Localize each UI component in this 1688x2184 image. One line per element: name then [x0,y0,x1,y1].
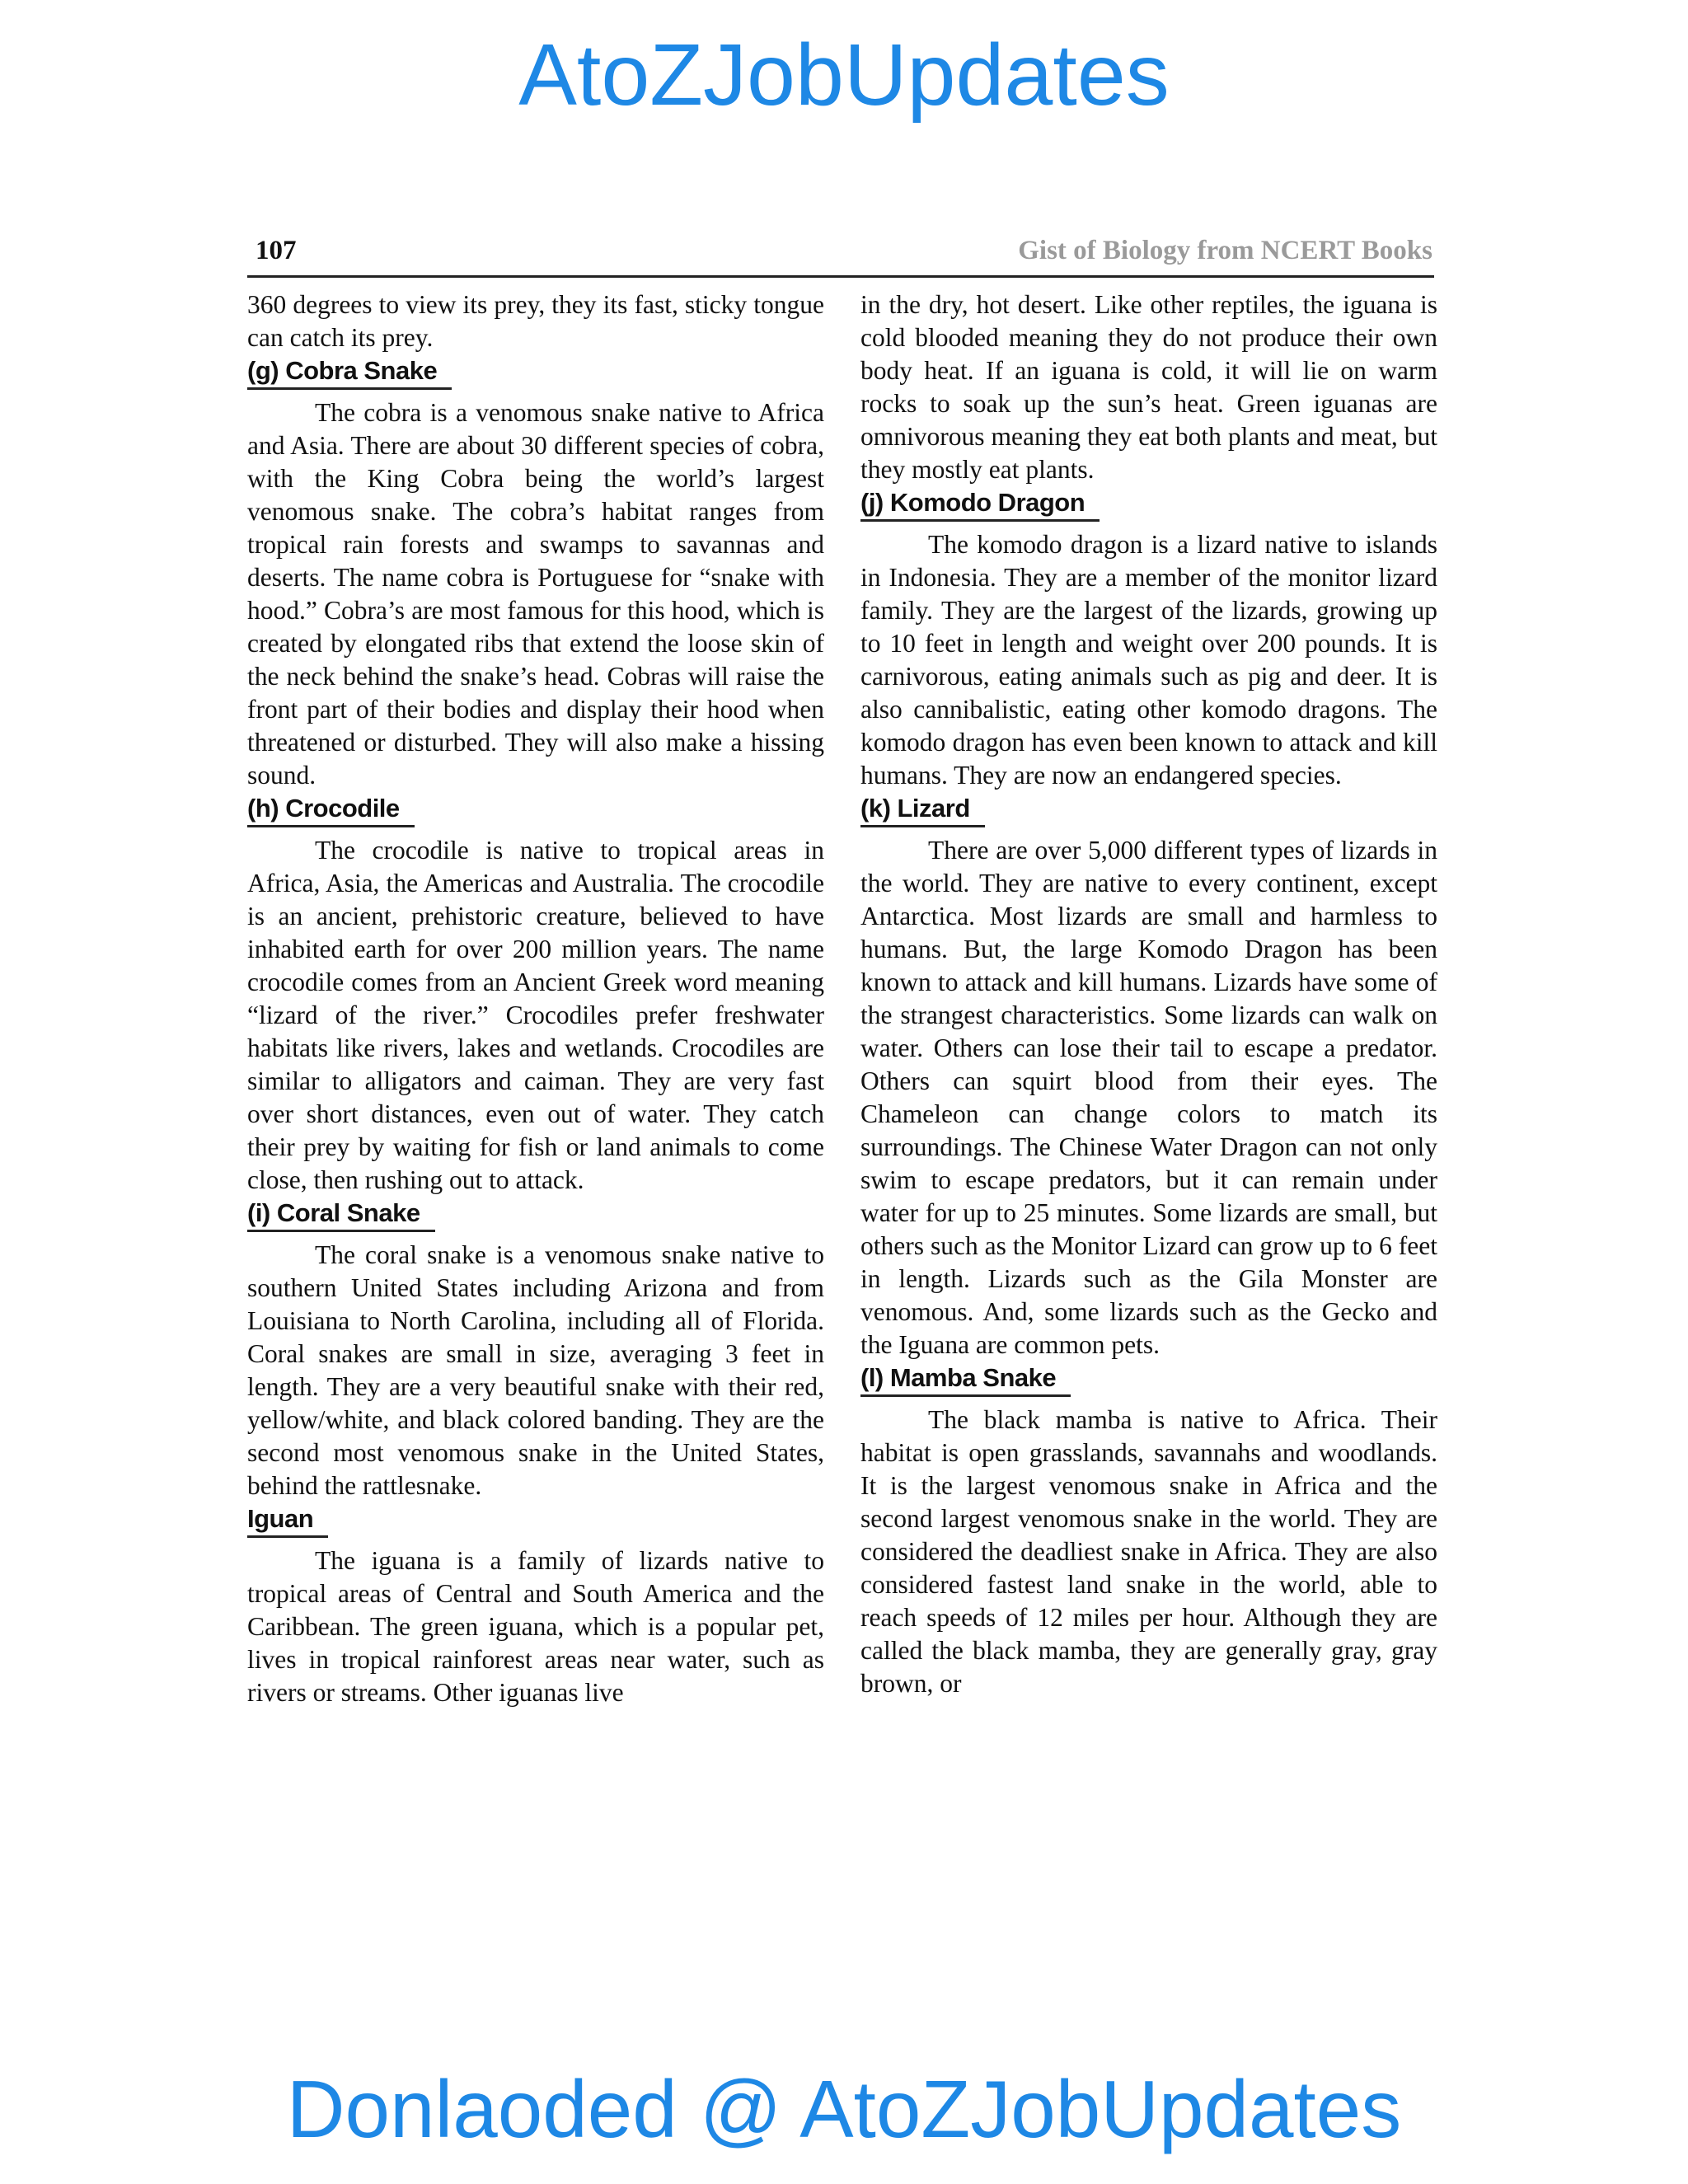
crocodile-paragraph: The crocodile is native to tropical areas in Africa, Asia, the Americas and Australia. The crocodile is an ancient, prehistoric creature, believed to have inhabited earth for over 200 million years. The name crocodile comes from an Ancient Greek word meaning “lizard of the river.” Crocodiles prefer freshwater habitats like rivers, lakes and wetlands. Crocodiles are similar to alligators and caiman. They are very fast over short distances, even out of water. They catch their prey by waiting for fish or land animals to come close, then rushing out to attack. [247,836,824,1194]
heading-lizard: (k) Lizard [860,793,985,827]
heading-coral-snake: (i) Coral Snake [247,1197,435,1232]
heading-cobra-snake: (g) Cobra Snake [247,355,452,390]
mamba-paragraph: The black mamba is native to Africa. Their habitat is open grasslands, savannahs and woodlands. It is the largest venomous snake in Africa and the second largest venomous snake in the world. They are considered the deadliest snake in Africa. They are also considered fastest land snake in the world, able to reach speeds of 12 miles per hour. Although they are called the black mamba, they are generally gray, gray brown, or [860,1405,1437,1698]
page-header [247,232,1434,278]
page-number: 107 [256,236,297,265]
komodo-paragraph: The komodo dragon is a lizard native to islands in Indonesia. They are a member of the monitor lizard family. They are the largest of the lizards, growing up to 10 feet in length and weight over 200 pounds. It is carnivorous, eating animals such as pig and deer. It is also cannibalistic, eating other komodo dragons. The komodo dragon has even been known to attack and kill humans. They are now an endangered species. [860,530,1437,790]
book-title: Gist of Biology from NCERT Books [1018,236,1432,265]
watermark-bottom: Donlaoded @ AtoZJobUpdates [286,2064,1402,2154]
left-intro-paragraph: 360 degrees to view its prey, they its fast, sticky tongue can catch its prey. [247,290,824,352]
heading-iguan: Iguan [247,1503,328,1538]
coral-paragraph: The coral snake is a venomous snake native to southern United States including Arizona and from Louisiana to North Carolina, including all of Florida. Coral snakes are small in size, averaging 3 feet in length. They are a very beautiful snake with their red, yellow/white, and black colored banding. They are the second most venomous snake in the United States, behind the rattlesnake. [247,1240,824,1500]
cobra-paragraph: The cobra is a venomous snake native to Africa and Asia. There are about 30 different species of cobra, with the King Cobra being the world’s largest venomous snake. The cobra’s habitat ranges from tropical rain forests and swamps to savannas and deserts. The name cobra is Portuguese for “snake with hood.” Cobra’s are most famous for this hood, which is created by elongated ribs that extend the loose skin of the neck behind the snake’s head. Cobras will raise the front part of their bodies and display their hood when threatened or disturbed. They will also make a hissing sound. [247,398,824,790]
iguan-paragraph: The iguana is a family of lizards native to tropical areas of Central and South America and the Caribbean. The green iguana, which is a popular pet, lives in tropical rainforest areas near water, such as rivers or streams. Other iguanas live [247,1546,824,1707]
heading-mamba-snake: (l) Mamba Snake [860,1362,1071,1397]
watermark-top: AtoZJobUpdates [518,26,1170,124]
heading-crocodile: (h) Crocodile [247,793,415,827]
right-column [860,288,1437,1700]
right-intro-paragraph: in the dry, hot desert. Like other reptiles, the iguana is cold blooded meaning they do not produce their own body heat. If an iguana is cold, it will lie on warm rocks to soak up the sun’s heat. Green iguanas are omnivorous meaning they eat both plants and meat, but they mostly eat plants. [860,290,1437,484]
heading-komodo-dragon: (j) Komodo Dragon [860,487,1100,522]
lizard-paragraph: There are over 5,000 different types of lizards in the world. They are native to every continent, except Antarctica. Most lizards are small and harmless to humans. But, the large Komodo Dragon has been known to attack and kill humans. Lizards have some of the strangest characteristics. Some lizards can walk on water. Others can lose their tail to escape a predator. Others can squirt blood from their eyes. The Chameleon can change colors to match its surroundings. The Chinese Water Dragon can not only swim to escape predators, but it can remain under water for up to 25 minutes. Some lizards are small, but others such as the Monitor Lizard can grow up to 6 feet in length. Lizards such as the Gila Monster are venomous. And, some lizards such as the Gecko and the Iguana are common pets. [860,836,1437,1359]
left-column [247,288,824,1709]
